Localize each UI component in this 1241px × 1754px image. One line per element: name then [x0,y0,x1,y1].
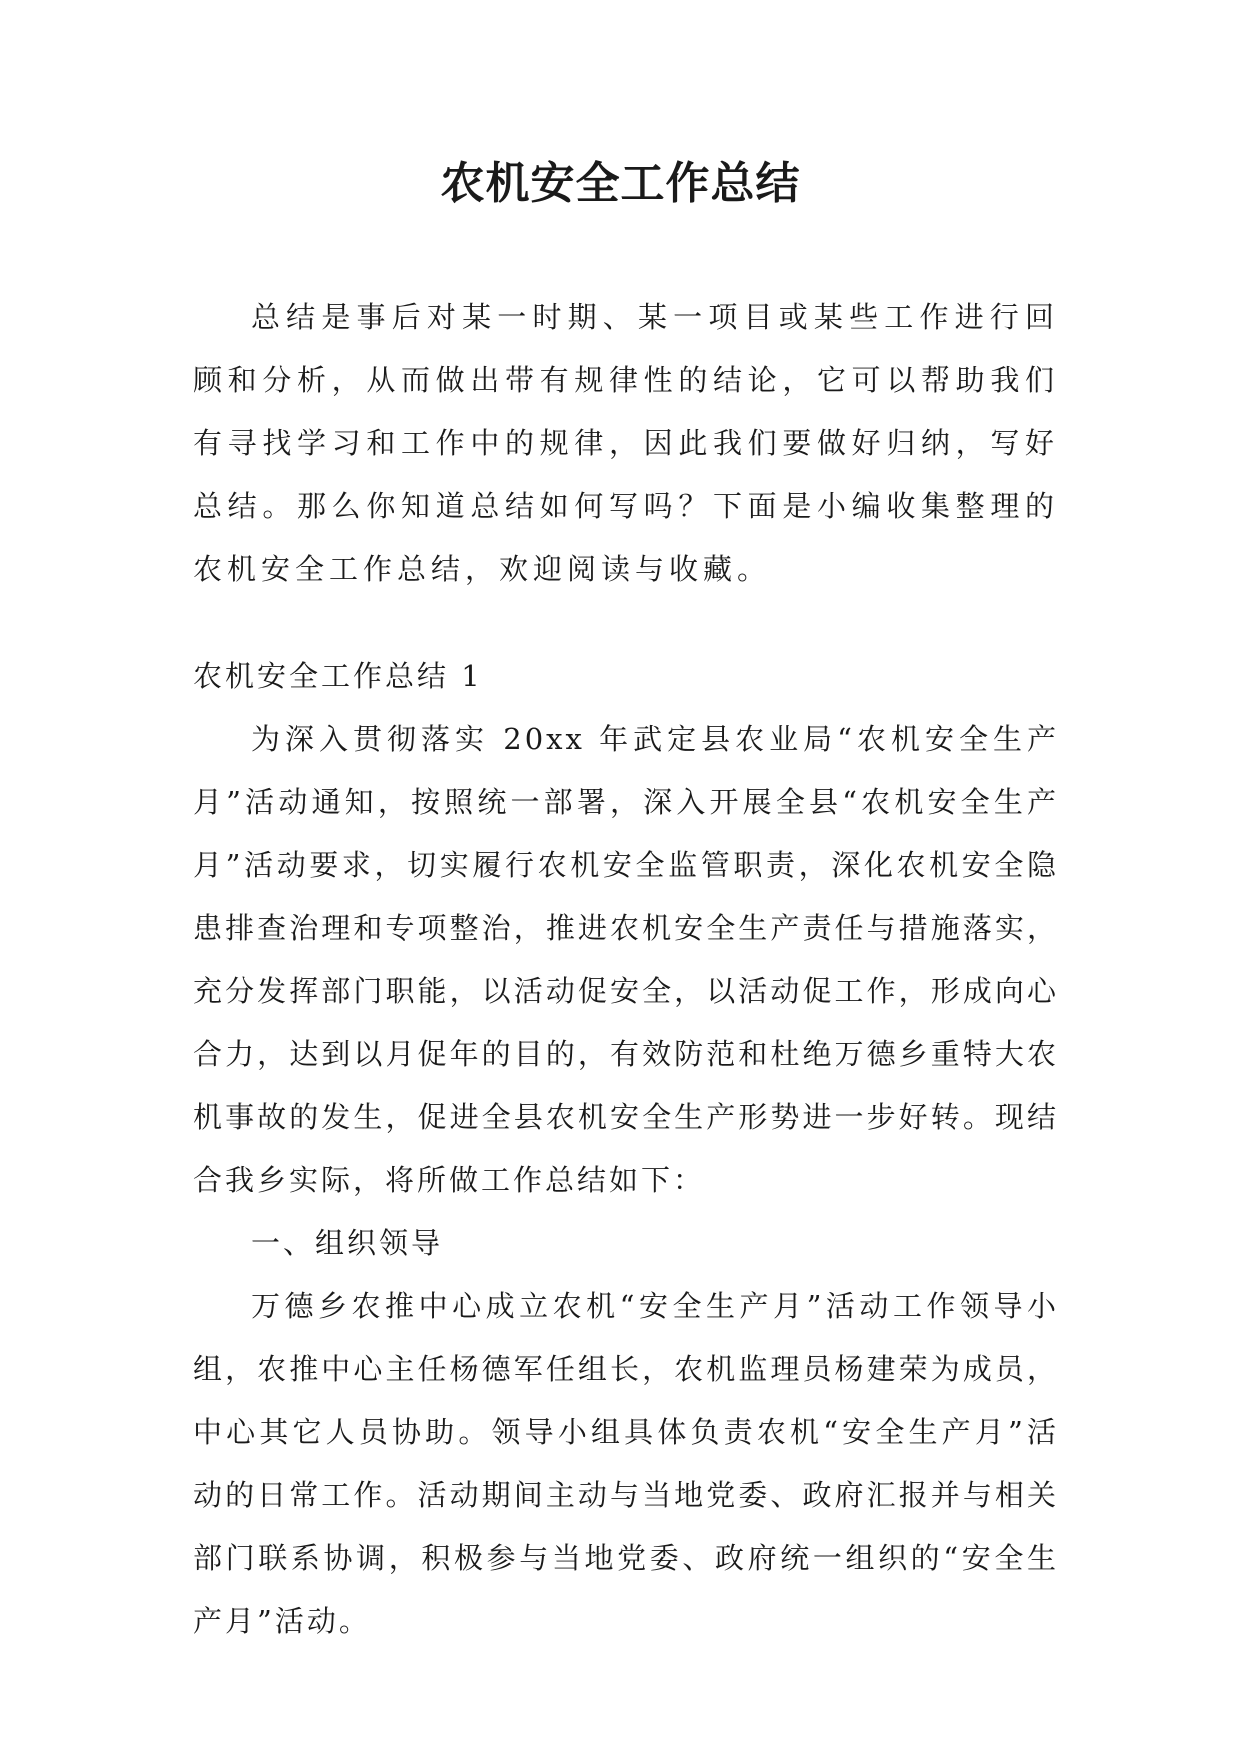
section-heading: 农机安全工作总结 1 [193,659,483,693]
intro-paragraph: 总结是事后对某一时期、某一项目或某些工作进行回顾和分析，从而做出带有规律性的结论，它可以帮助我们有寻找学习和工作中的规律，因此我们要做好归纳，写好总结。那么你知道总结如何写吗？下面是小编收集整理的农机安全工作总结，欢迎阅读与收藏。 [193,300,1059,586]
document-title: 农机安全工作总结 [440,158,801,209]
body-paragraph: 为深入贯彻落实 20xx 年武定县农业局“农机安全生产月”活动通知，按照统一部署，深入开展全县“农机安全生产月”活动要求，切实履行农机安全监管职责，深化农机安全隐患排查治理和专项整治，推进农机安全生产责任与措施落实，充分发挥部门职能，以活动促安全，以活动促工作，形成向心合力，达到以月促年的目的，有效防范和杜绝万德乡重特大农机事故的发生，促进全县农机安全生产形势进一步好转。现结合我乡实际，将所做工作总结如下： [193,722,1059,1197]
subsection-heading: 一、组织领导 [251,1226,444,1260]
body-paragraph: 万德乡农推中心成立农机“安全生产月”活动工作领导小组，农推中心主任杨德军任组长，农机监理员杨建荣为成员，中心其它人员协助。领导小组具体负责农机“安全生产月”活动的日常工作。活动期间主动与当地党委、政府汇报并与相关部门联系协调，积极参与当地党委、政府统一组织的“安全生产月”活动。 [193,1289,1059,1638]
document-body [193,286,1059,1653]
